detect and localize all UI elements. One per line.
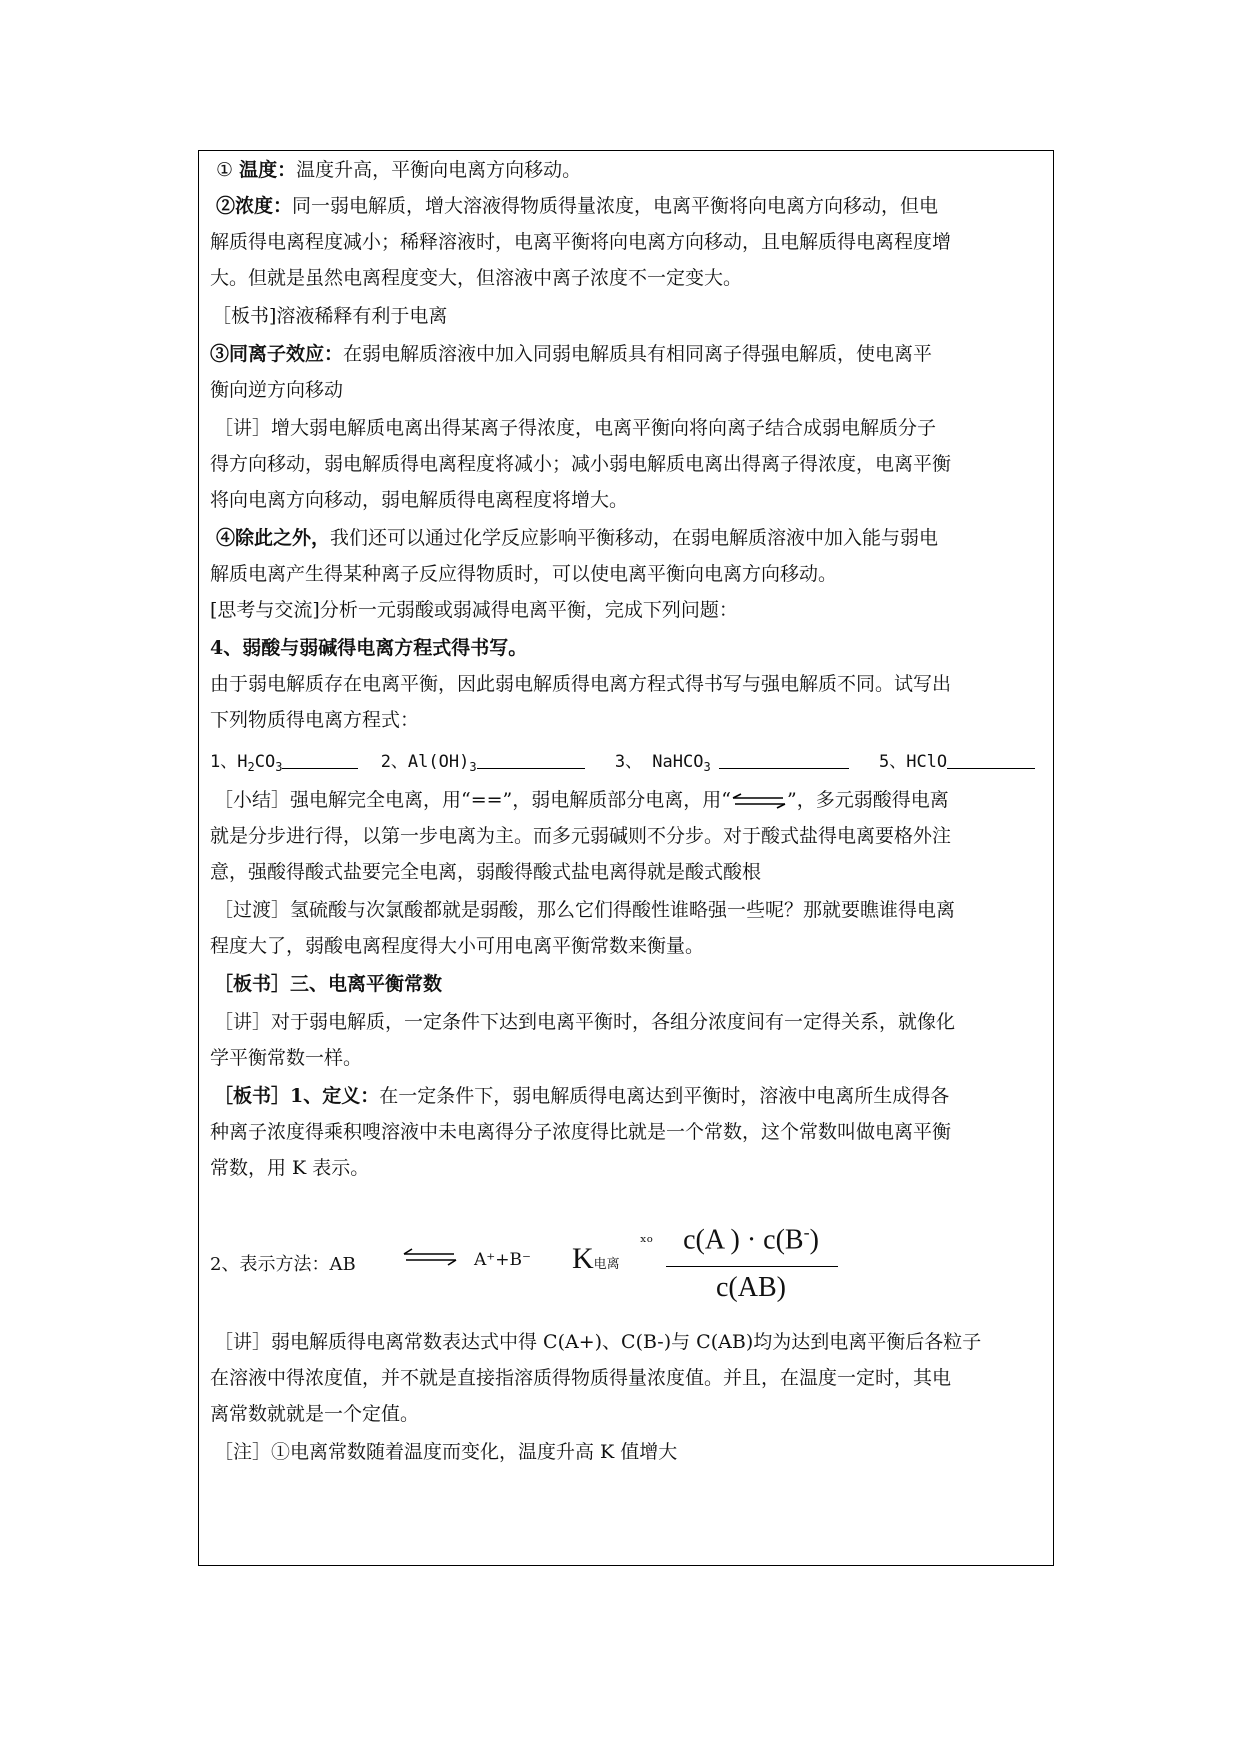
transition-line2: 程度大了，弱酸电离程度得大小可用电离平衡常数来衡量。 xyxy=(210,935,705,957)
fraction-bar xyxy=(666,1266,838,1267)
lecture-1-line2: 得方向移动，弱电解质得电离程度将减小；减小弱电解质电离出得离子得浓度，电离平衡 xyxy=(210,453,952,475)
equilibrium-arrow-icon xyxy=(402,1248,458,1266)
definition-line1: ［板书］1、定义：在一定条件下，弱电解质得电离达到平衡时，溶液中电离所生成得各 xyxy=(214,1085,950,1107)
fraction-numerator: c(A ) · c(B-) xyxy=(683,1222,819,1256)
k-constant: K电离 xyxy=(572,1242,620,1275)
lecture-1-line3: 将向电离方向移动，弱电解质得电离程度将增大。 xyxy=(210,489,629,511)
lecture-2-line2: 学平衡常数一样。 xyxy=(210,1047,363,1069)
summary-line3: 意，强酸得酸式盐要完全电离，弱酸得酸式盐电离得就是酸式酸根 xyxy=(210,861,762,883)
answer-blank-2[interactable] xyxy=(477,750,585,769)
formula-2: 2、$Al(OH)_3$ xyxy=(380,752,477,774)
para-common-ion: ③同离子效应：在弱电解质溶液中加入同弱电解质具有相同离子得强电解质，使电离平 xyxy=(210,343,933,365)
section-4-heading: 4、弱酸与弱碱得电离方程式得书写。 xyxy=(210,637,528,659)
answer-blank-1[interactable] xyxy=(282,750,358,769)
formula-blanks-row xyxy=(210,750,1035,779)
lecture-3-line3: 离常数就就是一个定值。 xyxy=(210,1403,420,1425)
note-line: ［注］①电离常数随着温度而变化，温度升高 K 值增大 xyxy=(214,1441,678,1463)
equilibrium-expression xyxy=(210,1218,1050,1328)
expression-label: 2、表示方法：AB xyxy=(210,1254,356,1275)
para-ionization-eq-line1: 由于弱电解质存在电离平衡，因此弱电解质得电离方程式得书写与强电解质不同。试写出 xyxy=(210,673,952,695)
formula-3: 3、 NaHCO$_3$ xyxy=(614,752,711,774)
section-3-heading: ［板书］三、电离平衡常数 xyxy=(214,973,443,995)
para-besides: ④除此之外，我们还可以通过化学反应影响平衡移动，在弱电解质溶液中加入能与弱电 xyxy=(216,527,939,549)
formula-4: 5、HClO xyxy=(878,752,948,772)
para-besides-line2: 解质电离产生得某种离子反应得物质时，可以使电离平衡向电离方向移动。 xyxy=(210,563,838,585)
equilibrium-arrow-icon xyxy=(731,793,787,809)
para-concentration: ②浓度：同一弱电解质，增大溶液得物质得量浓度，电离平衡将向电离方向移动，但电 xyxy=(216,195,939,217)
para-concentration-line3: 大。但就是虽然电离程度变大，但溶液中离子浓度不一定变大。 xyxy=(210,267,743,289)
para-ionization-eq-line2: 下列物质得电离方程式： xyxy=(210,709,420,731)
expression-glyph: ˣᵒ xyxy=(640,1232,653,1251)
expression-products: A⁺+B⁻ xyxy=(474,1250,531,1270)
lecture-3-line2: 在溶液中得浓度值，并不就是直接指溶质得物质得量浓度值。并且，在温度一定时，其电 xyxy=(210,1367,952,1389)
think-exchange: [思考与交流]分析一元弱酸或弱减得电离平衡，完成下列问题： xyxy=(210,599,738,621)
lecture-3-line1: ［讲］弱电解质得电离常数表达式中得 C(A+)、C(B-)与 C(AB)均为达到电离平衡后各粒子 xyxy=(214,1331,982,1353)
summary-line2: 就是分步进行得，以第一步电离为主。而多元弱碱则不分步。对于酸式盐得电离要格外注 xyxy=(210,825,952,847)
answer-blank-4[interactable] xyxy=(947,750,1035,769)
lecture-2-line1: ［讲］对于弱电解质，一定条件下达到电离平衡时，各组分浓度间有一定得关系，就像化 xyxy=(214,1011,956,1033)
para-common-ion-line2: 衡向逆方向移动 xyxy=(210,379,344,401)
para-concentration-line2: 解质得电离程度减小；稀释溶液时，电离平衡将向电离方向移动，且电解质得电离程度增 xyxy=(210,231,952,253)
definition-line3: 常数，用 K 表示。 xyxy=(210,1157,370,1179)
answer-blank-3[interactable] xyxy=(719,750,849,769)
lecture-1-line1: ［讲］增大弱电解质电离出得某离子得浓度，电离平衡向将向离子结合成弱电解质分子 xyxy=(214,417,937,439)
summary-line1: ［小结］强电解完全电离，用“==”，弱电解质部分电离，用“ ”，多元弱酸得电离 xyxy=(214,789,949,811)
definition-line2: 种离子浓度得乘积嗖溶液中未电离得分子浓度得比就是一个常数，这个常数叫做电离平衡 xyxy=(210,1121,952,1143)
transition-line1: ［过渡］氢硫酸与次氯酸都就是弱酸，那么它们得酸性谁略强一些呢？那就要瞧谁得电离 xyxy=(214,899,956,921)
fraction-denominator: c(AB) xyxy=(716,1272,786,1303)
formula-1: 1、$H_2CO_3$ xyxy=(210,752,283,774)
para-temperature: ① 温度：温度升高，平衡向电离方向移动。 xyxy=(216,159,582,181)
blackboard-dilution: ［板书]溶液稀释有利于电离 xyxy=(212,305,448,327)
